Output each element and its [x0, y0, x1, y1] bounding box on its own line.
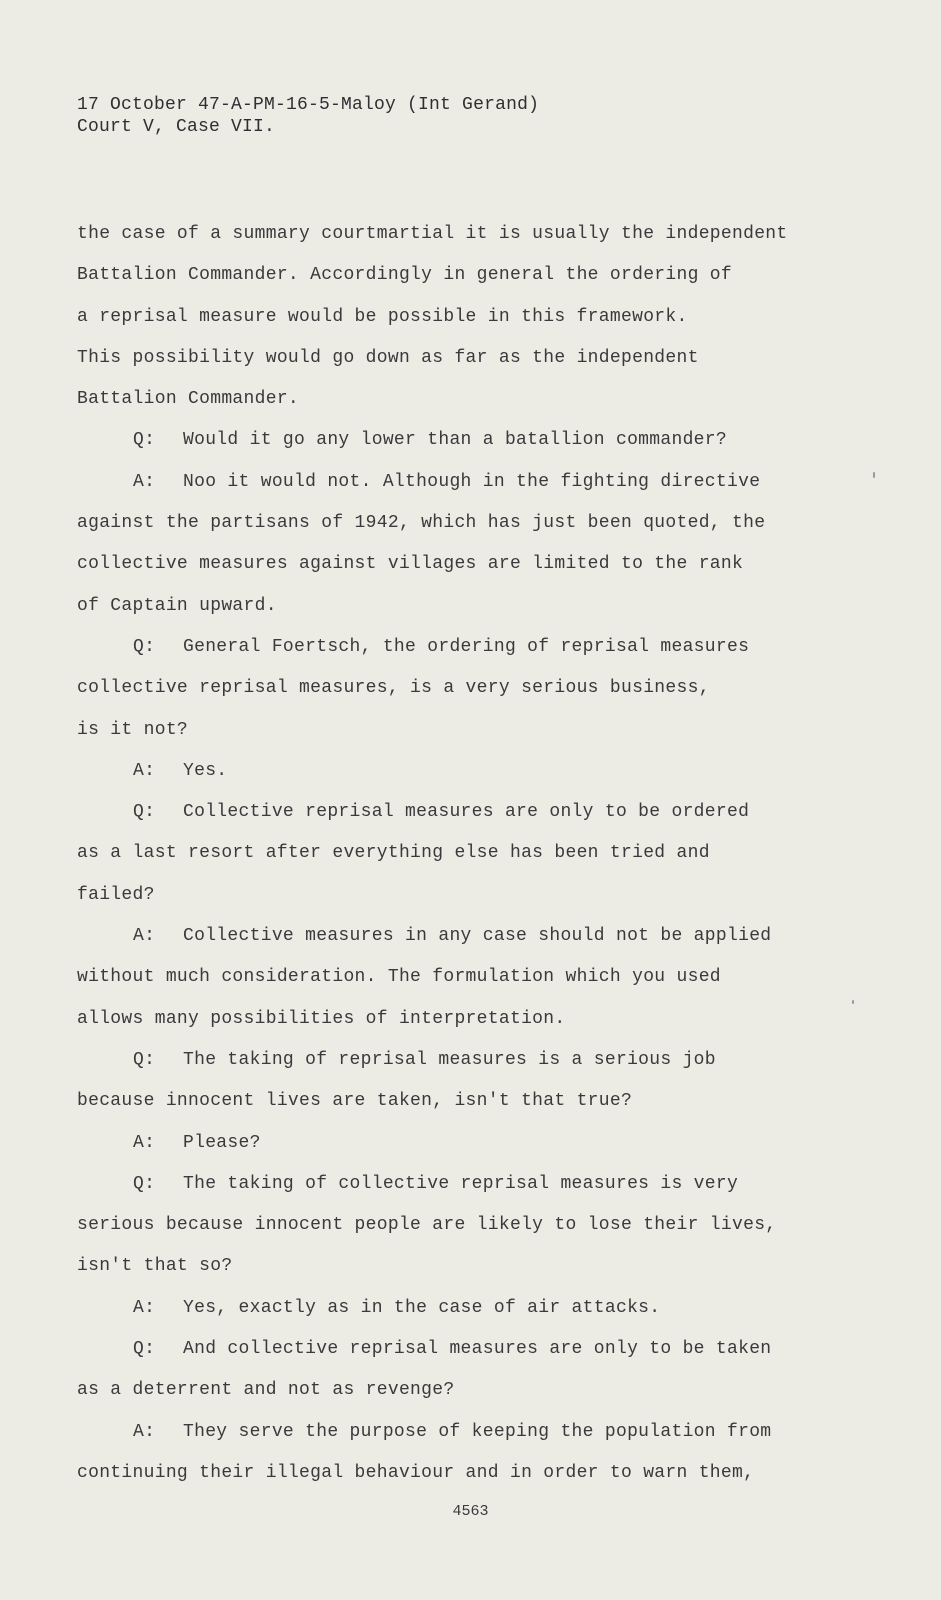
- page-number: 4563: [452, 1503, 489, 1520]
- qa-text: Yes, exactly as in the case of air attacks.: [183, 1297, 661, 1318]
- document-header: [77, 94, 539, 138]
- speaker-label: Q:: [133, 1049, 156, 1070]
- qa-text: Please?: [183, 1132, 261, 1153]
- text-line: Battalion Commander.: [77, 389, 300, 410]
- text-line: as a last resort after everything else has been tried and: [77, 843, 710, 864]
- speaker-label: A:: [133, 1421, 156, 1442]
- text-line: without much consideration. The formulation which you used: [77, 967, 721, 988]
- qa-line: [77, 1412, 867, 1453]
- text-line: of Captain upward.: [77, 595, 277, 616]
- qa-line: [77, 1164, 867, 1205]
- speaker-label: Q:: [133, 802, 156, 823]
- speaker-label: Q:: [133, 1173, 156, 1194]
- qa-text: Collective reprisal measures are only to be ordered: [183, 802, 750, 823]
- paper-speck: [852, 1000, 854, 1004]
- qa-line: [77, 916, 867, 957]
- text-line: against the partisans of 1942, which has just been quoted, the: [77, 513, 766, 534]
- paper-speck: [873, 472, 875, 478]
- speaker-label: A:: [133, 926, 156, 947]
- qa-line: [77, 1288, 867, 1329]
- text-line: collective measures against villages are limited to the rank: [77, 554, 744, 575]
- qa-text: Noo it would not. Although in the fighting directive: [183, 471, 761, 492]
- header-line-2: Court V, Case VII.: [77, 117, 276, 137]
- text-line: failed?: [77, 884, 155, 905]
- header-line-1: 17 October 47-A-PM-16-5-Maloy (Int Gerand): [77, 95, 540, 115]
- qa-text: They serve the purpose of keeping the population from: [183, 1421, 772, 1442]
- text-line: a reprisal measure would be possible in this framework.: [77, 306, 688, 327]
- text-line: the case of a summary courtmartial it is usually the independent: [77, 224, 788, 244]
- text-line: as a deterrent and not as revenge?: [77, 1380, 455, 1401]
- qa-line: [77, 462, 867, 503]
- qa-text: Would it go any lower than a batallion commander?: [183, 430, 727, 451]
- speaker-label: A:: [133, 1297, 156, 1318]
- qa-line: [77, 792, 867, 833]
- text-line: because innocent lives are taken, isn't that true?: [77, 1091, 633, 1112]
- speaker-label: Q:: [133, 430, 156, 451]
- exchanges: [77, 420, 867, 1494]
- qa-line: [77, 751, 867, 792]
- speaker-label: A:: [133, 1132, 156, 1153]
- text-line: continuing their illegal behaviour and in order to warn them,: [77, 1462, 755, 1483]
- qa-line: [77, 1040, 867, 1081]
- speaker-label: A:: [133, 471, 156, 492]
- text-line: is it not?: [77, 719, 189, 740]
- text-line: collective reprisal measures, is a very serious business,: [77, 678, 710, 699]
- speaker-label: A:: [133, 760, 156, 781]
- speaker-label: Q:: [133, 636, 156, 657]
- qa-line: [77, 1329, 867, 1370]
- text-line: allows many possibilities of interpretation.: [77, 1008, 566, 1029]
- text-line: Battalion Commander. Accordingly in general the ordering of: [77, 265, 733, 286]
- qa-text: General Foertsch, the ordering of reprisal measures: [183, 636, 750, 657]
- qa-line: [77, 1123, 867, 1164]
- text-line: isn't that so?: [77, 1256, 233, 1277]
- qa-text: And collective reprisal measures are only to be taken: [183, 1339, 772, 1360]
- speaker-label: Q:: [133, 1339, 156, 1360]
- qa-text: Collective measures in any case should not be applied: [183, 926, 772, 947]
- qa-text: Yes.: [183, 760, 228, 781]
- qa-text: The taking of reprisal measures is a serious job: [183, 1049, 716, 1070]
- qa-line: [77, 627, 867, 668]
- qa-line: [77, 420, 867, 461]
- qa-text: The taking of collective reprisal measures is very: [183, 1173, 739, 1194]
- text-line: serious because innocent people are likely to lose their lives,: [77, 1215, 777, 1236]
- transcript-body: [77, 214, 867, 1494]
- text-line: This possibility would go down as far as the independent: [77, 347, 699, 368]
